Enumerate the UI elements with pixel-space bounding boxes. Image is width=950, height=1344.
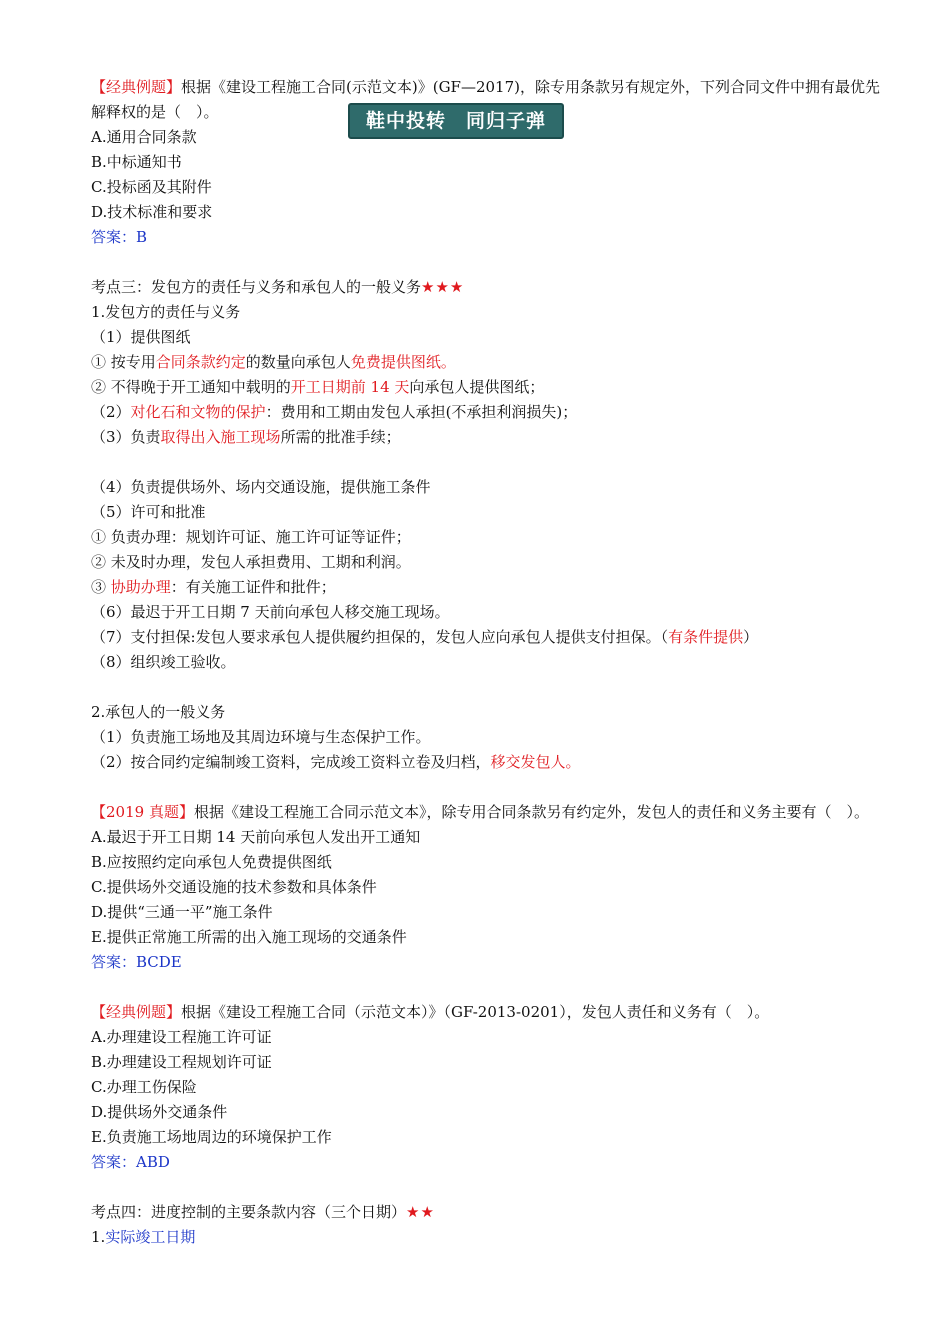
- q3-option-e: E.负责施工场地周边的环境保护工作: [91, 1128, 332, 1146]
- q2-stem-text: 根据《建设工程施工合同示范文本》，除专用合同条款另有约定外，发包人的责任和义务主要有（ ）。: [193, 803, 869, 821]
- section3-item2: （2）对化石和文物的保护：费用和工期由发包人承担(不承担利润损失)；: [91, 403, 578, 421]
- section3-item1-c2: ② 不得晚于开工通知中载明的开工日期前 14 天向承包人提供图纸；: [91, 378, 545, 396]
- q3-label: 【经典例题】: [91, 1003, 182, 1021]
- q2-option-b: B.应按照约定向承包人免费提供图纸: [91, 853, 332, 871]
- section3-item1-c1: ① 按专用合同条款约定的数量向承包人免费提供图纸。: [91, 353, 456, 371]
- section3-item7: （7）支付担保:发包人要求承包人提供履约担保的，发包人应向承包人提供支付担保。（有条件提供）: [91, 628, 759, 646]
- q3-option-c: C.办理工伤保险: [91, 1078, 197, 1096]
- section3-item5-c2: ② 未及时办理，发包人承担费用、工期和利润。: [91, 553, 411, 571]
- q1-answer: 答案：B: [91, 228, 148, 246]
- q2-label: 【2019 真题】: [91, 803, 194, 821]
- highlight-tag-box: 鞋中投转 同归子弹: [348, 103, 564, 139]
- q3-option-b: B.办理建设工程规划许可证: [91, 1053, 272, 1071]
- section3-item5: （5）许可和批准: [91, 503, 206, 521]
- q1-stem-text: 根据《建设工程施工合同(示范文本)》(GF—2017)，除专用条款另有规定外，下列合同文件中拥有最优先解释权的是（ ）。: [91, 78, 880, 121]
- q1-option-b: B.中标通知书: [91, 153, 182, 171]
- section4-title: 考点四：进度控制的主要条款内容（三个日期）★★: [91, 1203, 435, 1221]
- section3-sub2: 2.承包人的一般义务: [91, 703, 226, 721]
- section3-sub2-item2: （2）按合同约定编制竣工资料，完成竣工资料立卷及归档，移交发包人。: [91, 753, 581, 771]
- q3-option-a: A.办理建设工程施工许可证: [91, 1028, 272, 1046]
- q1-label: 【经典例题】: [91, 78, 182, 96]
- q1-stem: [91, 75, 886, 125]
- q2-option-e: E.提供正常施工所需的出入施工现场的交通条件: [91, 928, 407, 946]
- section3-title: 考点三：发包方的责任与义务和承包人的一般义务★★★: [91, 278, 465, 296]
- section4-item1: 1.实际竣工日期: [91, 1228, 196, 1246]
- q2-option-c: C.提供场外交通设施的技术参数和具体条件: [91, 878, 377, 896]
- section3-sub1: 1.发包方的责任与义务: [91, 303, 241, 321]
- q2-answer: 答案：BCDE: [91, 953, 182, 971]
- section3-item1: （1）提供图纸: [91, 328, 191, 346]
- section4-stars: ★★: [406, 1203, 435, 1221]
- q1-option-d: D.技术标准和要求: [91, 203, 213, 221]
- section3-stars: ★★★: [421, 278, 465, 296]
- section3-item5-c1: ① 负责办理：规划许可证、施工许可证等证件；: [91, 528, 411, 546]
- q2-option-d: D.提供“三通一平”施工条件: [91, 903, 273, 921]
- section3-item4: （4）负责提供场外、场内交通设施，提供施工条件: [91, 478, 431, 496]
- section3-item6: （6）最迟于开工日期 7 天前向承包人移交施工现场。: [91, 603, 450, 621]
- section3-item3: （3）负责取得出入施工现场所需的批准手续；: [91, 428, 401, 446]
- section3-item5-c3: ③ 协助办理：有关施工证件和批件；: [91, 578, 336, 596]
- document-page: [91, 75, 891, 1250]
- q3-answer: 答案：ABD: [91, 1153, 170, 1171]
- q3-stem: [91, 1000, 891, 1025]
- section3-item8: （8）组织竣工验收。: [91, 653, 236, 671]
- q1-option-a: A.通用合同条款: [91, 128, 197, 146]
- section3-sub2-item1: （1）负责施工场地及其周边环境与生态保护工作。: [91, 728, 431, 746]
- q3-option-d: D.提供场外交通条件: [91, 1103, 228, 1121]
- q1-option-c: C.投标函及其附件: [91, 178, 212, 196]
- q2-stem: [91, 800, 886, 825]
- q3-stem-text: 根据《建设工程施工合同（示范文本）》（GF-2013-0201），发包人责任和义务有（ ）。: [181, 1003, 770, 1021]
- q2-option-a: A.最迟于开工日期 14 天前向承包人发出开工通知: [91, 828, 421, 846]
